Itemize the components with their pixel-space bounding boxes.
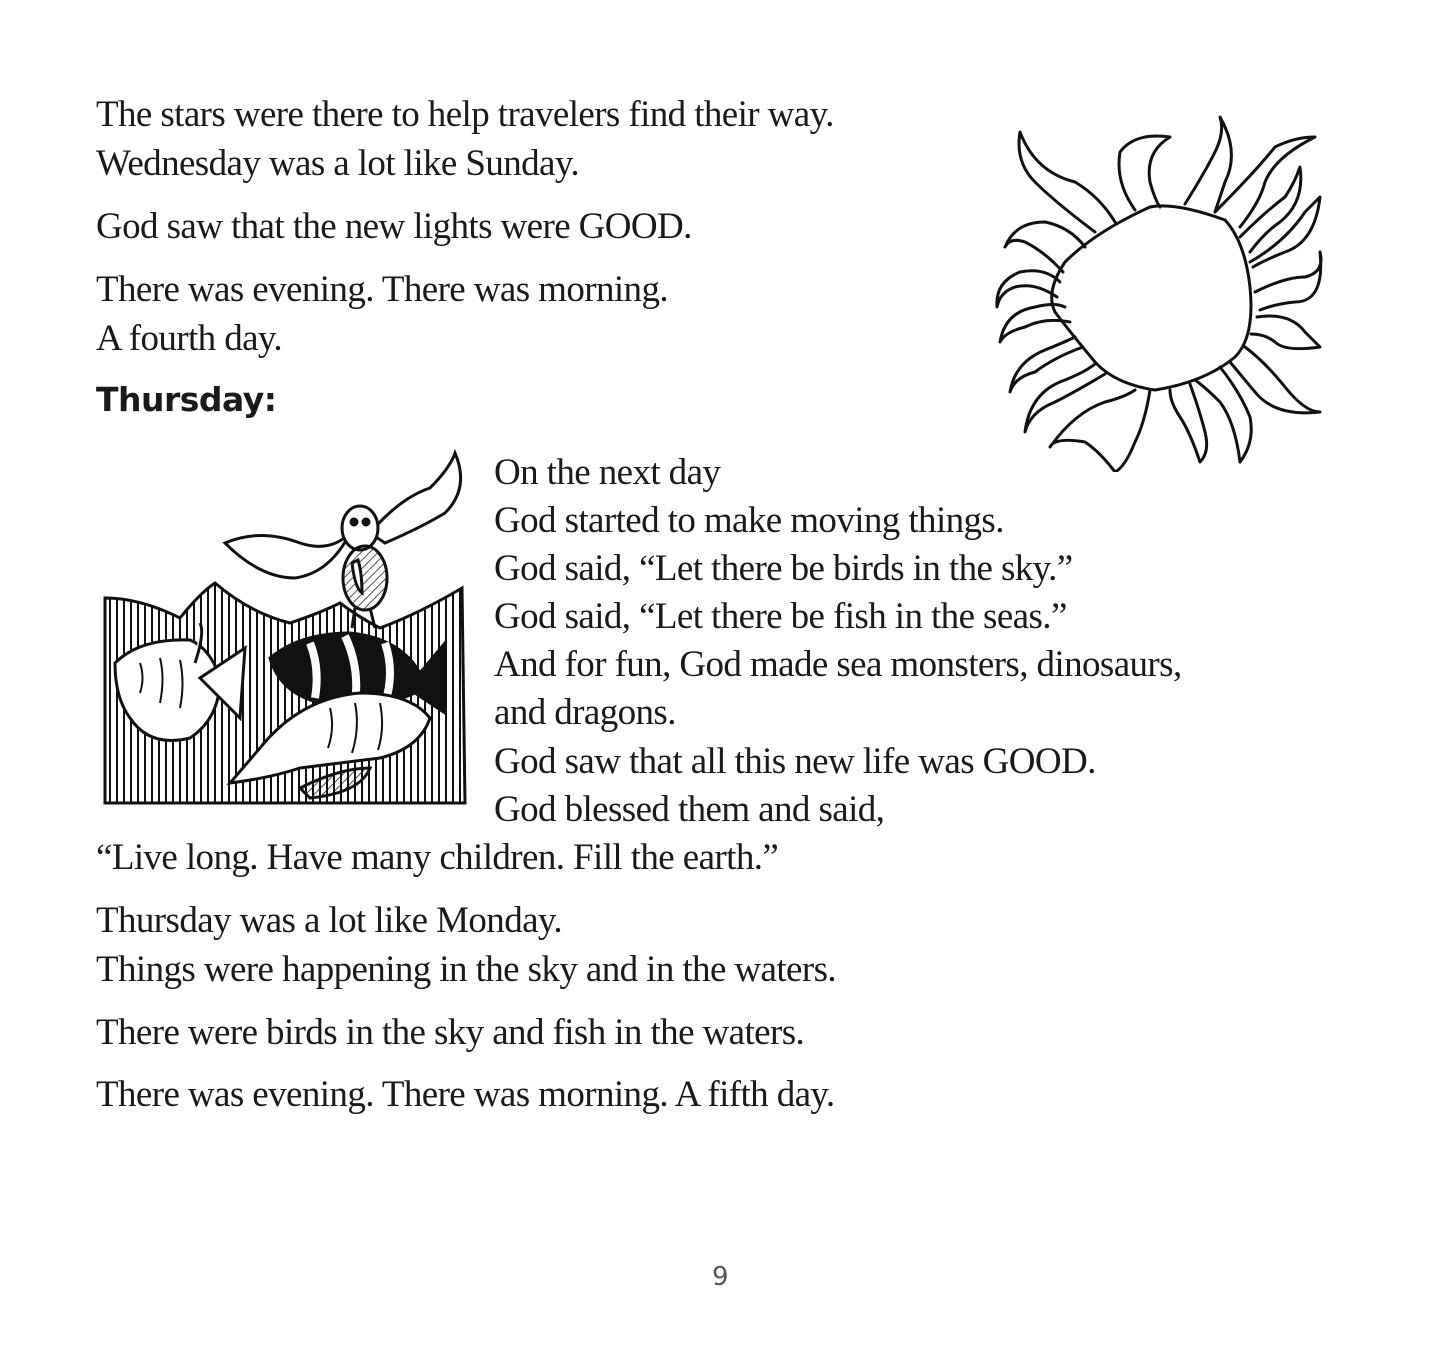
text-line: God saw that all this new life was GOOD. <box>494 741 1096 782</box>
sun-rays <box>997 117 1321 472</box>
text-line: A fourth day. <box>96 318 283 359</box>
text-line: “Live long. Have many children. Fill the earth.” <box>96 837 779 878</box>
text-line: God started to make moving things. <box>494 500 1004 541</box>
text-line: Thursday was a lot like Monday. <box>96 900 563 941</box>
text-line: God said, “Let there be birds in the sky.” <box>494 548 1073 589</box>
section-heading: Thursday: <box>96 380 277 419</box>
text-line: And for fun, God made sea monsters, dinosaurs, <box>494 644 1182 685</box>
bird-and-fish-illustration <box>100 448 470 808</box>
text-line: There was evening. There was morning. A fifth day. <box>96 1074 835 1115</box>
text-line: The stars were there to help travelers find their way. <box>96 94 834 135</box>
text-line: There was evening. There was morning. <box>96 269 669 310</box>
page-number: 9 <box>712 1262 729 1292</box>
text-line: On the next day <box>494 452 721 493</box>
sun-illustration <box>975 112 1325 472</box>
seagull <box>225 453 461 628</box>
text-line: God saw that the new lights were GOOD. <box>96 206 692 247</box>
text-line: God said, “Let there be fish in the seas.” <box>494 596 1067 637</box>
text-line: and dragons. <box>494 692 676 733</box>
text-line: God blessed them and said, <box>494 789 885 830</box>
text-line: There were birds in the sky and fish in the waters. <box>96 1012 805 1053</box>
text-line: Things were happening in the sky and in the waters. <box>96 949 837 990</box>
sun-body <box>1052 206 1251 390</box>
text-line: Wednesday was a lot like Sunday. <box>96 143 580 184</box>
